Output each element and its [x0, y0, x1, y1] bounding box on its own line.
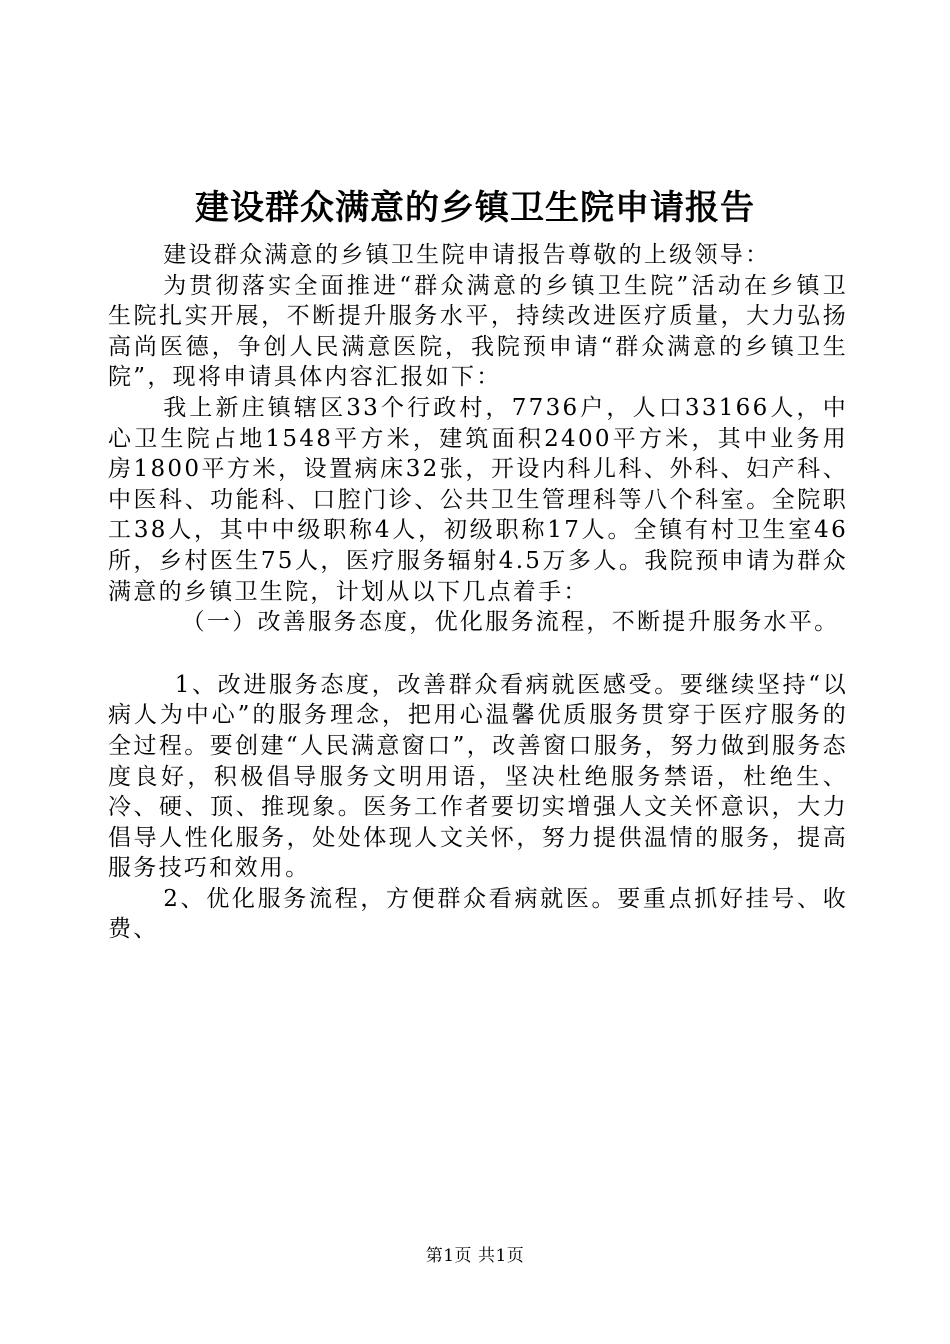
salutation-paragraph: 建设群众满意的乡镇卫生院申请报告尊敬的上级领导： — [163, 242, 771, 268]
item-paragraph-2: 2、优化服务流程，方便群众看病就医。要重点抓好挂号、收费、 — [108, 885, 848, 943]
document-body — [108, 240, 848, 945]
page-footer: 第1页 共1页 — [425, 1246, 525, 1266]
section-heading-1: （一）改善服务态度，优化服务流程，不断提升服务水平。 — [181, 609, 840, 636]
intro-paragraph: 为贯彻落实全面推进“群众满意的乡镇卫生院”活动在乡镇卫生院扎实开展，不断提升服务水平，持续改进医疗质量，大力弘扬高尚医德，争创人民满意医院，我院预申请“群众满意的乡镇卫生院”，现将申请具体内容汇报如下： — [108, 272, 848, 391]
overview-paragraph: 我上新庄镇辖区33个行政村，7736户，人口33166人，中心卫生院占地1548平方米，建筑面积2400平方米，其中业务用房1800平方米，设置病床32张，开设内科儿科、外科、妇产科、中医科、功能科、口腔门诊、公共卫生管理科等八个科室。全院职工38人，其中中级职称4人，初级职称17人。全镇有村卫生室46所，乡村医生75人，医疗服务辐射4.5万多人。我院预申请为群众满意的乡镇卫生院，计划从以下几点着手： — [108, 394, 848, 605]
document-title: 建设群众满意的乡镇卫生院申请报告 — [195, 188, 755, 228]
item-paragraph-1: 1、改进服务态度，改善群众看病就医感受。要继续坚持“以病人为中心”的服务理念，把用心温馨优质服务贯穿于医疗服务的全过程。要创建“人民满意窗口”，改善窗口服务，努力做到服务态度良好，积极倡导服务文明用语，坚决杜绝服务禁语，杜绝生、冷、硬、顶、推现象。医务工作者要切实增强人文关怀意识，大力倡导人性化服务，处处体现人文关怀，努力提供温情的服务，提高服务技巧和效用。 — [108, 671, 848, 882]
